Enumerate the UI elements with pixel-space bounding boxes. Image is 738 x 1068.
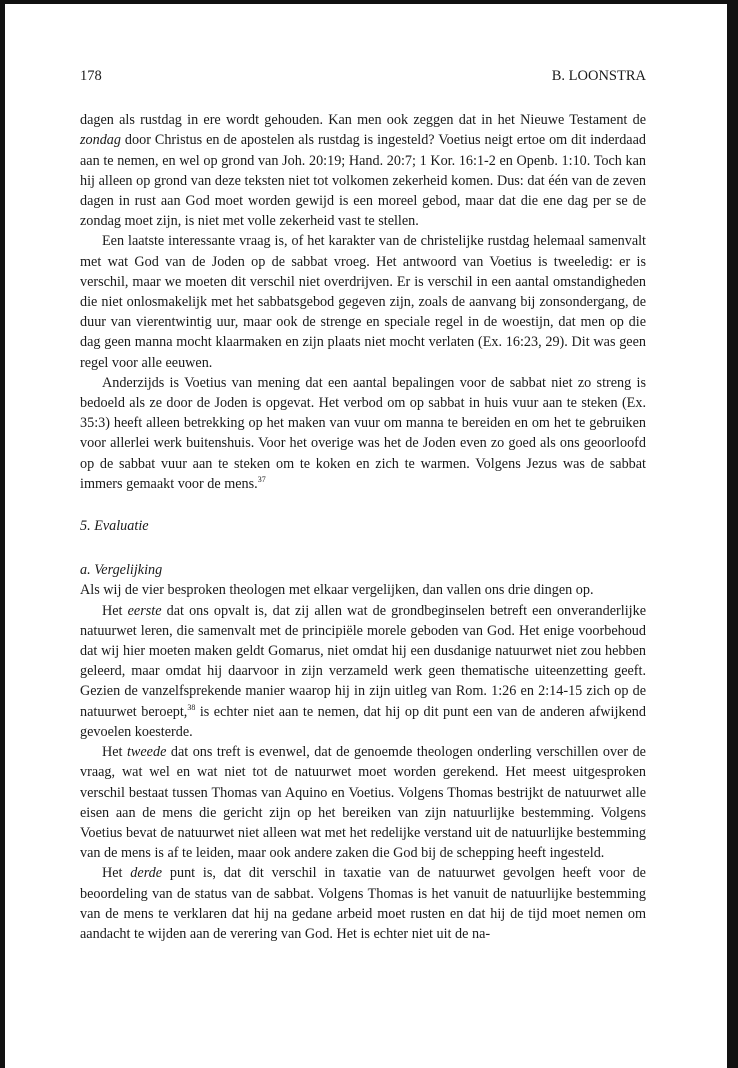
- footnote-marker-37[interactable]: 37: [257, 474, 266, 484]
- paragraph-7: [80, 863, 646, 944]
- scan-border-right: [727, 0, 738, 1068]
- paragraph-5-text-end: is echter niet aan te nemen, dat hij op dit punt een van de anderen afwijkend gevoelen koesterde.: [80, 703, 646, 740]
- paragraph-3: [80, 373, 646, 494]
- paragraph-1-emphasis: zondag: [80, 132, 121, 149]
- running-head-author: B. LOONSTRA: [551, 68, 646, 84]
- paragraph-5-text: Het: [102, 602, 128, 619]
- paragraph-7-text-cont: punt is, dat dit verschil in taxatie van de natuurwet gevolgen heeft voor de beoordeling van de status van de sabbat. Volgens Thomas is het vanuit de natuurlijke bestemming van de mens te verklaren dat hij na gedane arbeid moet rusten en dat hij de tijd moet nemen om aandacht te wijden aan de verering van God. Het is echter niet uit de na-: [80, 865, 646, 942]
- paragraph-5: [80, 601, 646, 742]
- scan-border-left: [0, 0, 5, 1068]
- paragraph-4: Als wij de vier besproken theologen met elkaar vergelijken, dan vallen ons drie dingen op.: [80, 582, 594, 599]
- page-number: 178: [80, 68, 102, 84]
- paragraph-5-emphasis: eerste: [127, 602, 162, 619]
- paragraph-5-text-cont: dat ons opvalt is, dat zij allen wat de grondbeginselen betreft een onveranderlijke natuurwet leren, die samenvalt met de principiële morele geboden van God. Het enige voorbehoud dat wij hier moeten maken geldt Gomarus, niet omdat hij een dusdanige natuurwet niet zou hebben geleerd, maar omdat hij daarvoor in zijn verzameld werk geen thematische uiteenzetting geeft. Gezien de vanzelfsprekende manier waarop hij in zijn uitleg van Rom. 1:26 en 2:14-15 zich op de natuurwet beroept,: [80, 602, 646, 720]
- subsection-heading: a. Vergelijking: [80, 562, 163, 579]
- paragraph-1-text: dagen als rustdag in ere wordt gehouden. Kan men ook zeggen dat in het Nieuwe Testament de: [80, 112, 646, 129]
- paragraph-7-text: Het: [102, 865, 131, 882]
- page-content: [80, 56, 646, 944]
- paragraph-6-text: Het: [102, 744, 127, 761]
- section-heading: 5. Evaluatie: [80, 518, 149, 535]
- paragraph-1: [80, 110, 646, 231]
- paragraph-1-text-cont: door Christus en de apostelen als rustdag is ingesteld? Voetius neigt ertoe om dit inderdaad aan te nemen, en wel op grond van Joh. 20:19; Hand. 20:7; 1 Kor. 16:1-2 en Openb. 1:10. Toch kan hij alleen op grond van deze teksten niet tot volkomen zekerheid komen. Dus: dat één van de zeven dagen in rust aan God moet worden gewijd is een moreel gebod, maar dat die ene dag per se de zondag moet zijn, is niet met volle zekerheid vast te stellen.: [80, 132, 646, 230]
- paragraph-2: Een laatste interessante vraag is, of het karakter van de christelijke rustdag helemaal samenvalt met wat God van de Joden op de sabbat vroeg. Het antwoord van Voetius is tweeledig: er is verschil, maar we moeten dit verschil niet overdrijven. Er is verschil in een aantal omstandigheden die niet onlosmakelijk met het sabbatsgebod gegeven zijn, zoals de aanvang bij zonsondergang, de duur van vierentwintig uur, maar ook de strenge en speciale regel in de woestijn, dat men op die dag geen manna mocht klaarmaken en zijn plaats niet mocht verlaten (Ex. 16:23, 29). Dit was geen regel voor alle eeuwen.: [80, 233, 646, 371]
- paragraph-6: [80, 742, 646, 863]
- paragraph-6-emphasis: tweede: [126, 744, 167, 761]
- paragraph-3-text: Anderzijds is Voetius van mening dat een aantal bepalingen voor de sabbat niet zo streng is bedoeld als ze door de Joden is opgevat. Het verbod om op sabbat in huis vuur aan te steken (Ex. 35:3) heeft alleen betrekking op het maken van vuur om manna te bereiden en om het te gebruiken voor allerlei werk buitenshuis. Voor het overige was het de Joden even zo goed als ons geoorloofd op de sabbat vuur aan te steken om te koken en zich te warmen. Volgens Jezus was de sabbat immers gemaakt voor de mens.: [80, 374, 646, 492]
- paragraph-6-text-cont: dat ons treft is evenwel, dat de genoemde theologen onderling verschillen over de vraag, wat wel en wat niet tot de natuurwet moet worden gerekend. Het meest uitgesproken verschil bestaat tussen Thomas van Aquino en Voetius. Volgens Thomas bestrijkt de natuurwet alle eisen aan de mens die gericht zijn op het bereiken van zijn natuurlijke bestemming. Volgens Voetius bevat de natuurwet niet alleen wat met het redelijke verstand uit de natuurlijke bestemming van de mens is af te leiden, maar ook andere zaken die God bij de schepping heeft ingesteld.: [80, 744, 646, 862]
- paragraph-7-emphasis: derde: [130, 865, 163, 882]
- scan-border-top: [0, 0, 738, 4]
- running-head: [80, 66, 646, 86]
- footnote-marker-38[interactable]: 38: [187, 702, 196, 712]
